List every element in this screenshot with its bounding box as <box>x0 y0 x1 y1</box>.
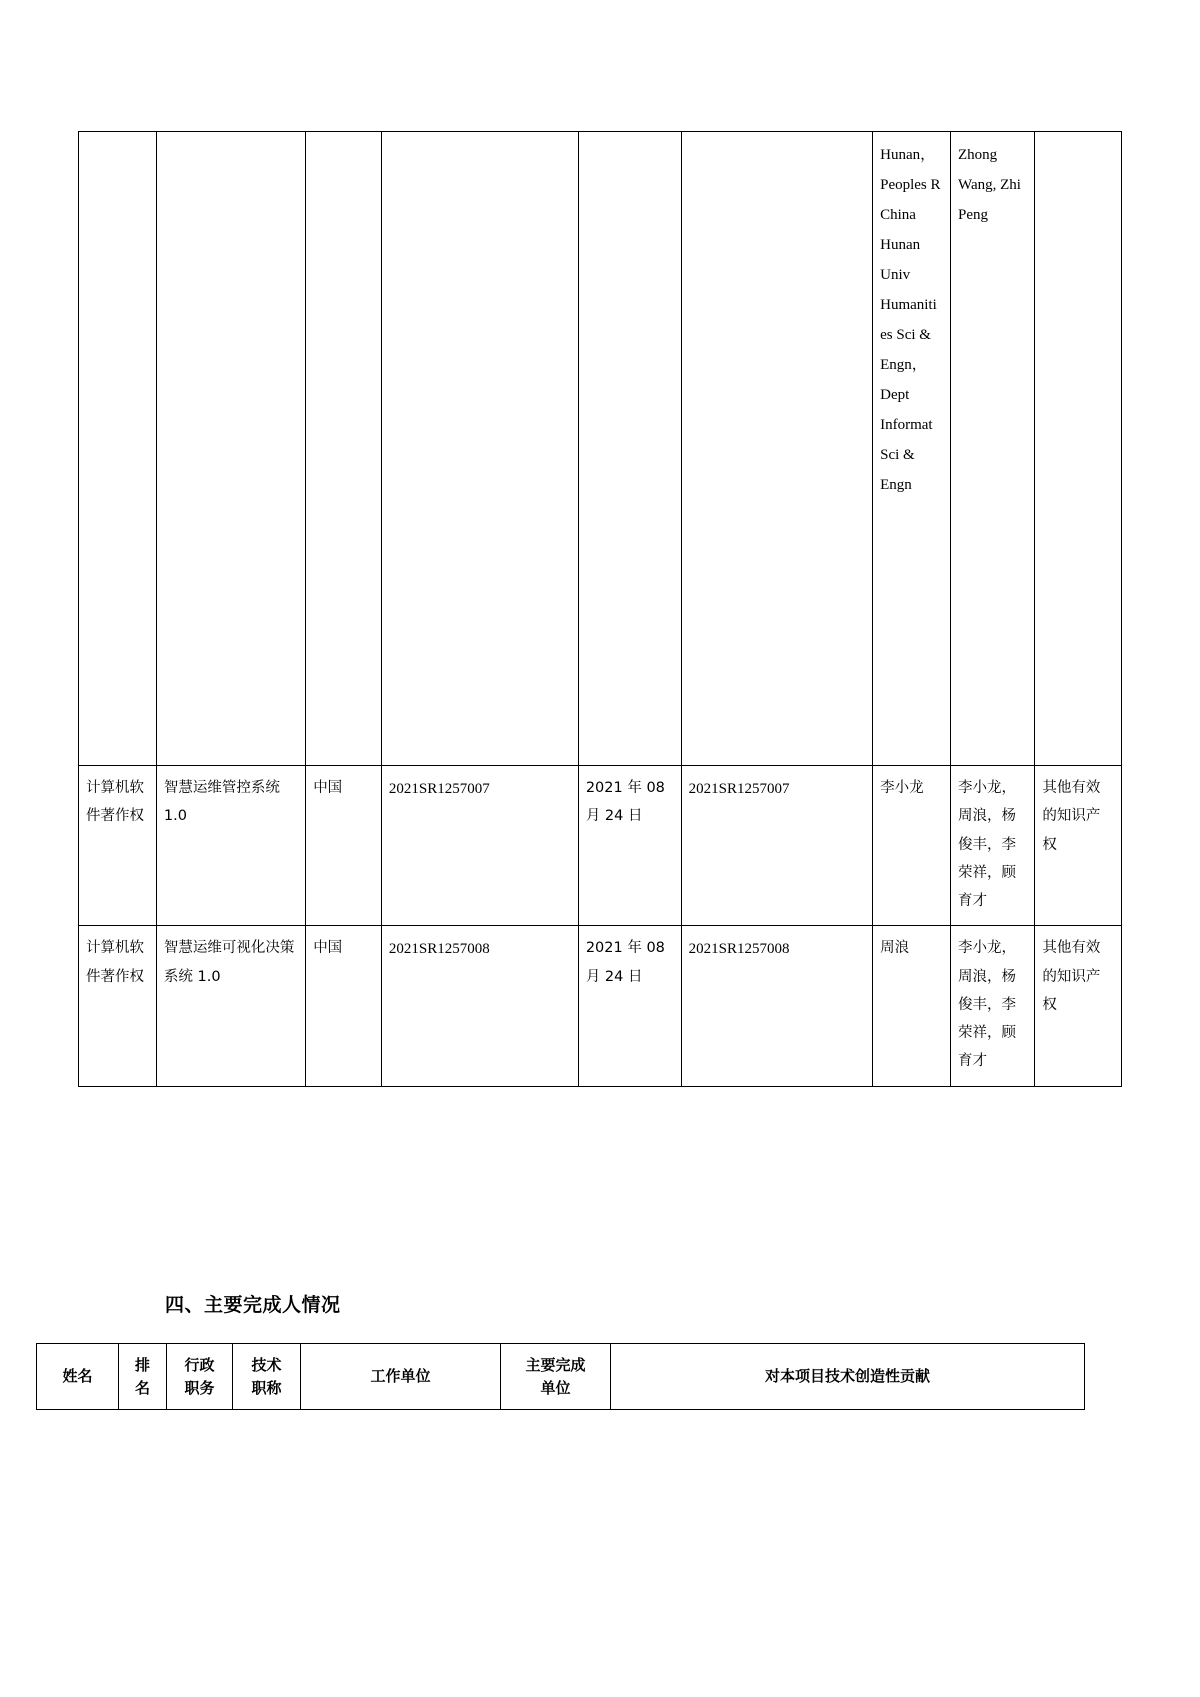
cell-grant-date <box>578 132 681 766</box>
cell-country <box>306 132 382 766</box>
cell-ip-type: 计算机软件著作权 <box>79 926 157 1086</box>
cell-ip-number: 2021SR1257007 <box>381 766 578 926</box>
section-heading: 四、主要完成人情况 <box>165 1294 341 1316</box>
cell-affiliation-latin: Hunan，Peoples R China Hunan Univ Humanities Sci & Engn，Dept Informat Sci & Engn <box>873 132 951 766</box>
table-row <box>79 926 1122 1086</box>
header-admin-post-line1: 行政 <box>184 1356 215 1374</box>
cell-ip-name: 智慧运维管控系统 1.0 <box>156 766 305 926</box>
cell-note <box>1035 132 1122 766</box>
header-tech-title-line1: 技术 <box>251 1356 282 1374</box>
cell-ip-name: 智慧运维可视化决策系统 1.0 <box>156 926 305 1086</box>
cell-owner: 李小龙 <box>873 766 951 926</box>
cell-certificate-number: 2021SR1257008 <box>681 926 873 1086</box>
cell-country: 中国 <box>306 926 382 1086</box>
header-admin-post-line2: 职务 <box>184 1378 215 1397</box>
cell-inventors: 李小龙，周浪，杨俊丰，李荣祥，顾育才 <box>951 926 1035 1086</box>
header-main-unit-line1: 主要完成 <box>525 1356 586 1374</box>
cell-owner: 周浪 <box>873 926 951 1086</box>
table-row <box>79 766 1122 926</box>
cell-certificate-number <box>681 132 873 766</box>
main-contributors-table <box>36 1343 1085 1410</box>
header-rank-line1: 排 <box>134 1356 150 1374</box>
table-row <box>79 132 1122 766</box>
cell-grant-date: 2021 年 08 月 24 日 <box>578 926 681 1086</box>
header-main-unit-line2: 单位 <box>540 1378 571 1397</box>
header-admin-post <box>167 1344 233 1410</box>
header-tech-title-line2: 职称 <box>251 1378 282 1397</box>
cell-ip-name <box>156 132 305 766</box>
cell-grant-date: 2021 年 08 月 24 日 <box>578 766 681 926</box>
cell-certificate-number: 2021SR1257007 <box>681 766 873 926</box>
cell-note: 其他有效的知识产权 <box>1035 926 1122 1086</box>
cell-authors-latin: Zhong Wang, Zhi Peng <box>951 132 1035 766</box>
cell-ip-type <box>79 132 157 766</box>
cell-note: 其他有效的知识产权 <box>1035 766 1122 926</box>
header-main-unit <box>501 1344 611 1410</box>
cell-ip-number: 2021SR1257008 <box>381 926 578 1086</box>
header-work-unit: 工作单位 <box>301 1344 501 1410</box>
cell-country: 中国 <box>306 766 382 926</box>
header-contribution: 对本项目技术创造性贡献 <box>611 1344 1085 1410</box>
cell-ip-type: 计算机软件著作权 <box>79 766 157 926</box>
table-header-row <box>37 1344 1085 1410</box>
intellectual-property-table <box>78 131 1122 1087</box>
header-rank <box>119 1344 167 1410</box>
header-tech-title <box>233 1344 301 1410</box>
header-rank-line2: 名 <box>134 1378 150 1397</box>
cell-inventors: 李小龙，周浪，杨俊丰，李荣祥，顾育才 <box>951 766 1035 926</box>
header-name: 姓名 <box>37 1344 119 1410</box>
cell-ip-number <box>381 132 578 766</box>
